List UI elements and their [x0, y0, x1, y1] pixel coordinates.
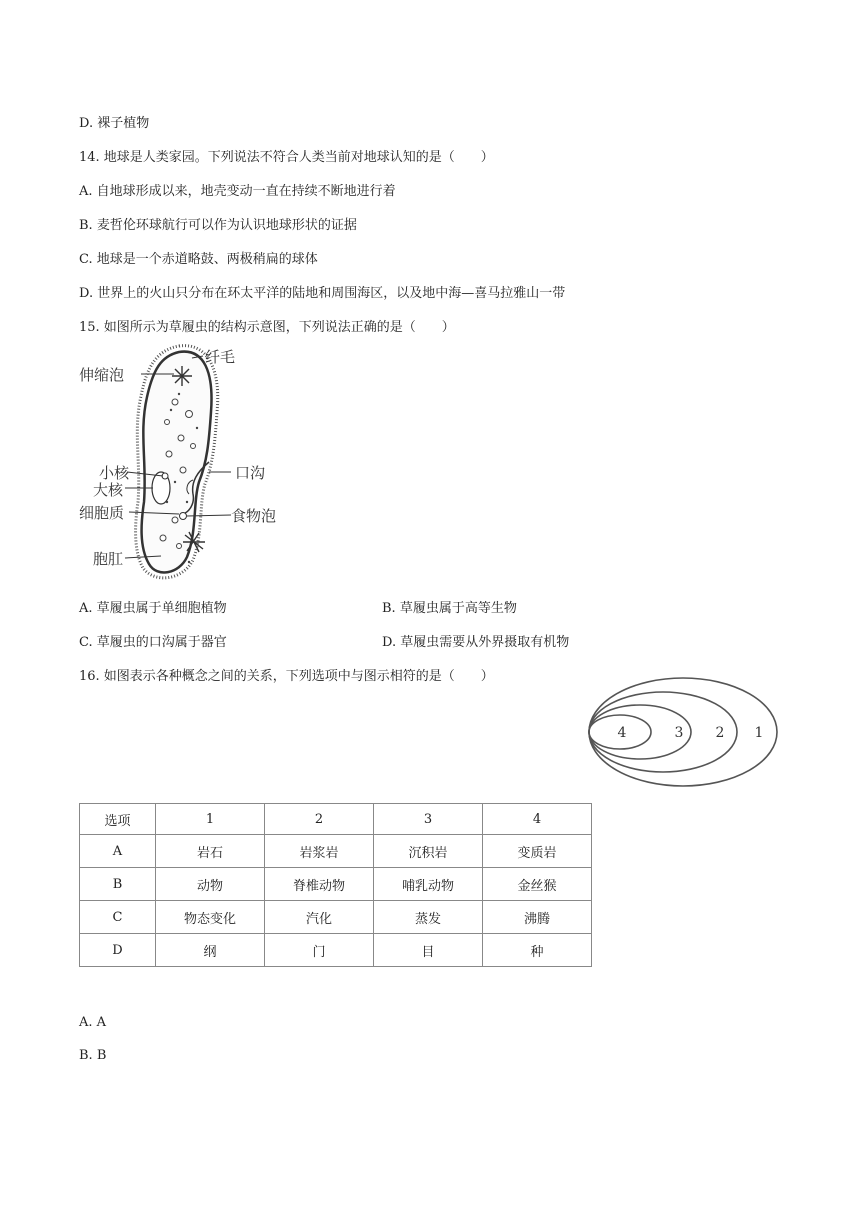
- q15-option-d: D. 草履虫需要从外界摄取有机物: [382, 635, 570, 650]
- q16-answer-b: B. B: [79, 1048, 107, 1063]
- table-header-cell: 1: [156, 804, 265, 835]
- table-cell: D: [80, 934, 156, 967]
- table-cell: 脊椎动物: [265, 868, 374, 901]
- table-header-cell: 3: [374, 804, 483, 835]
- table-cell: 蒸发: [374, 901, 483, 934]
- table-cell: 物态变化: [156, 901, 265, 934]
- q15-option-a: A. 草履虫属于单细胞植物: [79, 601, 227, 616]
- table-cell: 动物: [156, 868, 265, 901]
- q14-option-c: C. 地球是一个赤道略鼓、两极稍扁的球体: [79, 252, 318, 267]
- q16-answer-a: A. A: [79, 1015, 107, 1030]
- table-cell: 门: [265, 934, 374, 967]
- diagram-label-4: 4: [617, 725, 627, 741]
- table-cell: 沉积岩: [374, 835, 483, 868]
- q15-option-b: B. 草履虫属于高等生物: [382, 601, 517, 616]
- label-micronucleus: 小核: [99, 465, 130, 482]
- table-header-row: [80, 804, 592, 835]
- table-cell: 变质岩: [483, 835, 592, 868]
- table-cell: 纲: [156, 934, 265, 967]
- table-cell: 沸腾: [483, 901, 592, 934]
- q14-stem: 14. 地球是人类家园。下列说法不符合人类当前对地球认知的是（ ）: [79, 150, 494, 165]
- paramecium-diagram: [79, 342, 289, 582]
- table-row: [80, 934, 592, 967]
- table-header-cell: 选项: [80, 804, 156, 835]
- diagram-label-2: 2: [715, 725, 725, 741]
- q14-option-d: D. 世界上的火山只分布在环太平洋的陆地和周围海区，以及地中海—喜马拉雅山一带: [79, 286, 566, 301]
- table-row: [80, 901, 592, 934]
- table-cell: 哺乳动物: [374, 868, 483, 901]
- q13-option-d: D. 裸子植物: [79, 116, 150, 131]
- table-cell: 目: [374, 934, 483, 967]
- table-cell: C: [80, 901, 156, 934]
- q14-option-a: A. 自地球形成以来，地壳变动一直在持续不断地进行着: [79, 184, 396, 199]
- q14-option-b: B. 麦哲伦环球航行可以作为认识地球形状的证据: [79, 218, 357, 233]
- cell-outline: [142, 352, 212, 573]
- table-cell: 岩石: [156, 835, 265, 868]
- table-cell: 岩浆岩: [265, 835, 374, 868]
- label-cilia: 纤毛: [205, 349, 236, 366]
- label-macronucleus: 大核: [93, 482, 124, 499]
- nested-concept-diagram: [585, 676, 785, 806]
- table-cell: 种: [483, 934, 592, 967]
- table-header-cell: 2: [265, 804, 374, 835]
- concept-options-table: [79, 803, 592, 967]
- label-contractile-vacuole: 伸缩泡: [79, 367, 125, 384]
- table-cell: 金丝猴: [483, 868, 592, 901]
- table-cell: 汽化: [265, 901, 374, 934]
- table-row: [80, 835, 592, 868]
- diagram-label-3: 3: [674, 725, 684, 741]
- q16-stem: 16. 如图表示各种概念之间的关系，下列选项中与图示相符的是（ ）: [79, 669, 494, 684]
- label-cytoplasm: 细胞质: [79, 505, 125, 522]
- food-vacuole: [180, 513, 187, 520]
- table-row: [80, 868, 592, 901]
- diagram-label-1: 1: [754, 725, 764, 741]
- q15-option-c: C. 草履虫的口沟属于器官: [79, 635, 227, 650]
- table-cell: B: [80, 868, 156, 901]
- table-header-cell: 4: [483, 804, 592, 835]
- label-anal-pore: 胞肛: [93, 551, 124, 568]
- q15-stem: 15. 如图所示为草履虫的结构示意图，下列说法正确的是（ ）: [79, 320, 455, 335]
- table-cell: A: [80, 835, 156, 868]
- label-oral-groove: 口沟: [235, 465, 266, 482]
- contractile-vacuole-top: [172, 366, 192, 386]
- label-food-vacuole: 食物泡: [231, 508, 277, 525]
